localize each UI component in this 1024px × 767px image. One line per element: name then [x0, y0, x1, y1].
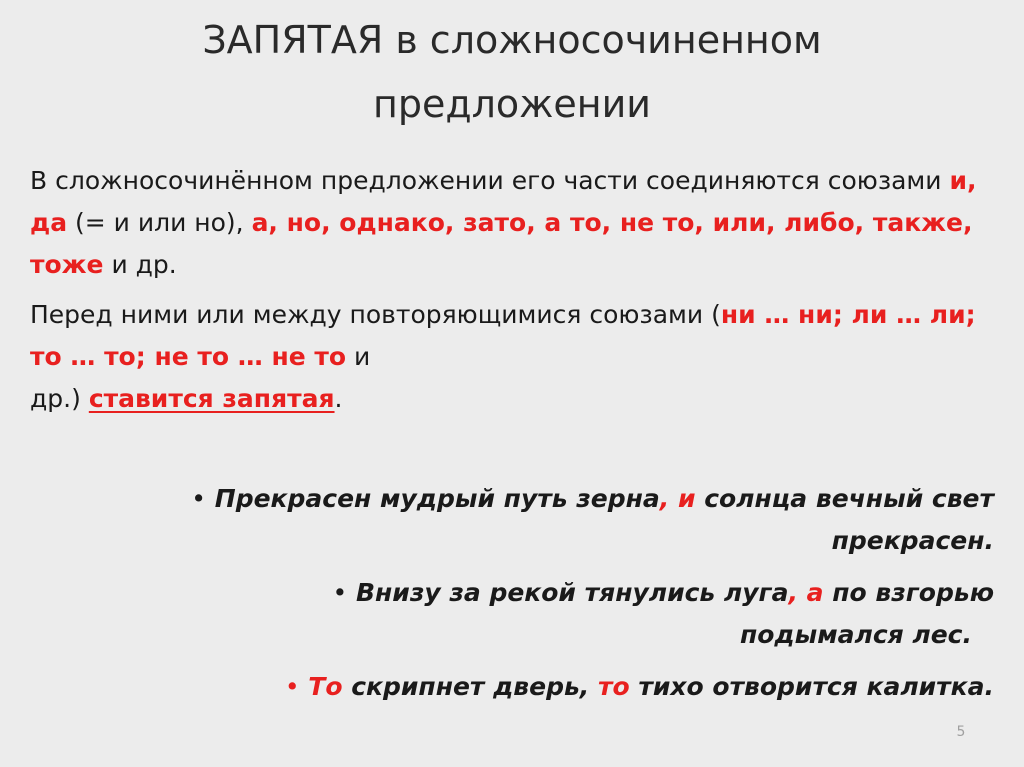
paragraph-rule [30, 294, 990, 420]
example-item [30, 666, 994, 708]
example-item [30, 478, 994, 562]
title-line-2: предложении [372, 82, 651, 126]
conjunction-highlight: то [597, 672, 630, 701]
bullet-icon: • [284, 672, 300, 701]
example-text: тихо отворится калитка. [629, 672, 994, 701]
bullet-icon: • [332, 578, 348, 607]
text: и др. [103, 250, 177, 279]
example-text: Прекрасен мудрый путь зерна [214, 484, 660, 513]
rule-highlight: ставится запятая [88, 384, 335, 413]
bullet-icon: • [191, 484, 207, 513]
example-text: прекрасен. [831, 526, 994, 555]
conjunction-highlight: ни … ни; ли … ли; то … то; не то … не то [30, 300, 976, 371]
example-item [30, 572, 994, 656]
title-line-1: ЗАПЯТАЯ в сложносочиненном [202, 18, 822, 62]
conjunction-highlight: а, но, однако, зато, а то, не то, или, либо, также, тоже [30, 208, 973, 279]
example-text: подымался лес. [739, 620, 972, 649]
example-text: по взгорью [823, 578, 994, 607]
conjunction-highlight: , а [788, 578, 824, 607]
text: В сложносочинённом предложении его части соединяются союзами [30, 166, 950, 195]
examples-list [30, 478, 994, 718]
text: др.) [30, 384, 89, 413]
paragraph-conjunctions [30, 160, 990, 286]
slide-body [30, 160, 990, 428]
text: . [334, 384, 343, 413]
slide-title [60, 8, 964, 136]
text: (= и или но), [67, 208, 252, 237]
conjunction-highlight: и, да [30, 166, 977, 237]
example-text: скрипнет дверь, [342, 672, 598, 701]
conjunction-highlight: То [308, 672, 343, 701]
page-number: 5 [956, 724, 966, 740]
text: и [346, 342, 371, 371]
example-text: Внизу за рекой тянулись луга [355, 578, 789, 607]
text: Перед ними или между повторяющимися союзами ( [30, 300, 721, 329]
example-text: солнца вечный свет [695, 484, 994, 513]
conjunction-highlight: , и [659, 484, 696, 513]
